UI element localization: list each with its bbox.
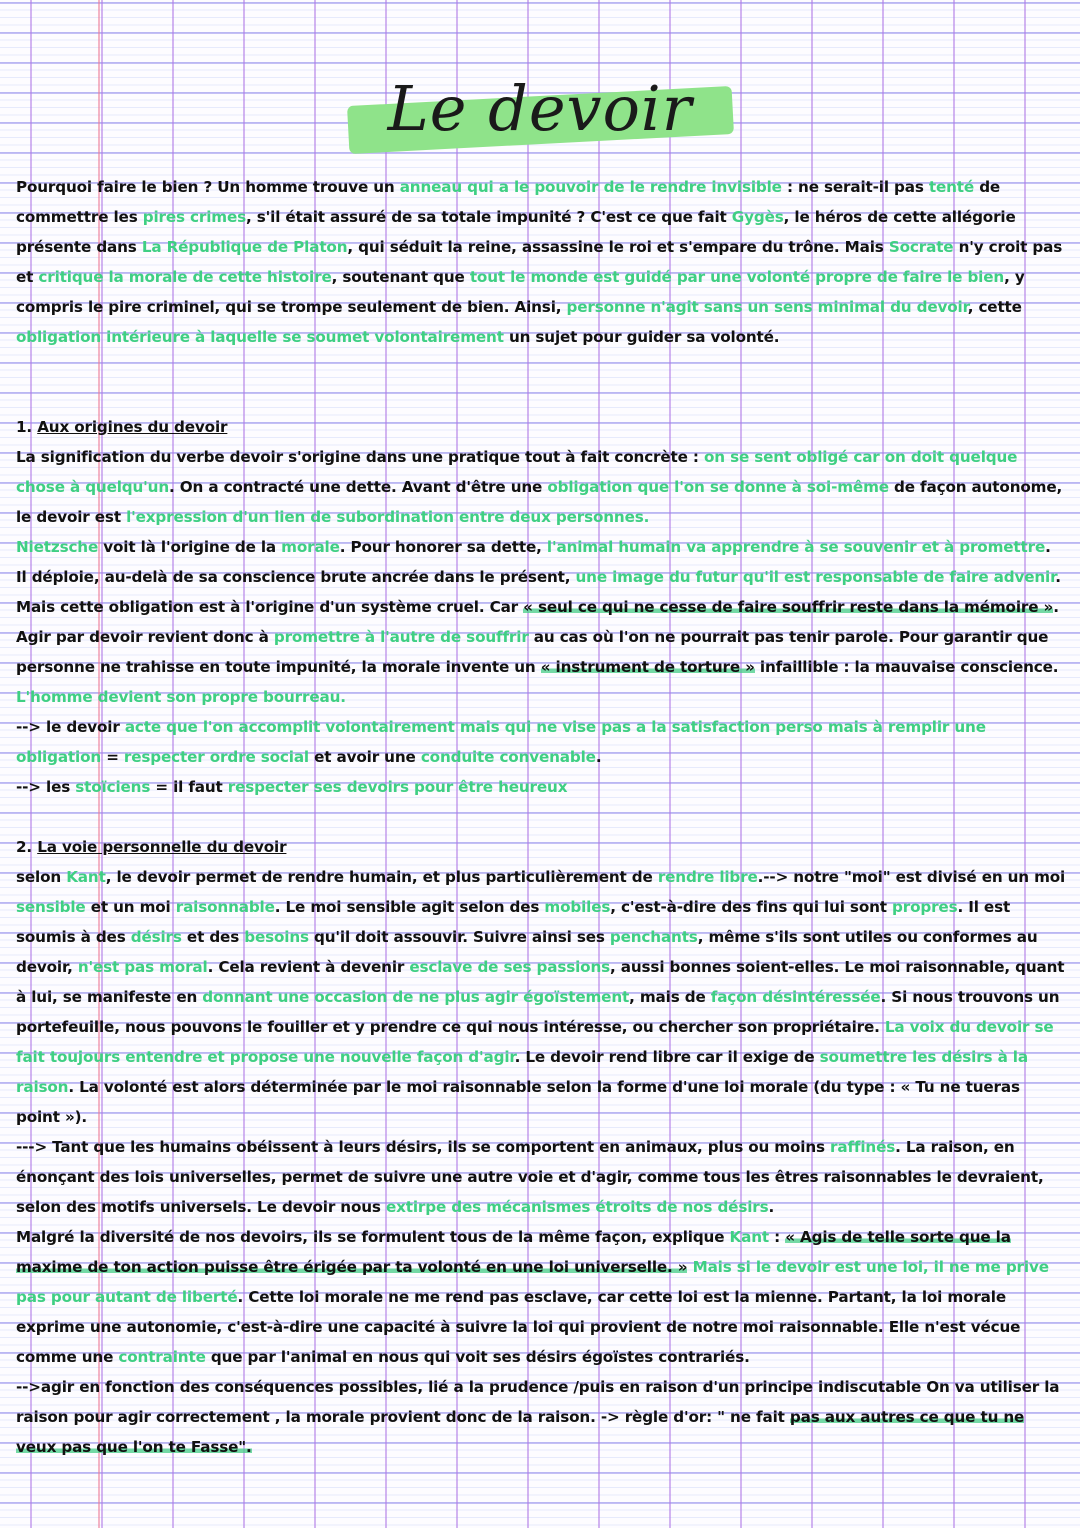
section1-title: Aux origines du devoir — [37, 418, 228, 436]
key-term: obligation intérieure à laquelle se soumet volontairement — [16, 328, 504, 346]
key-term: pires crimes — [142, 208, 246, 226]
section1-paragraph-1 — [16, 442, 1066, 532]
text-run: --> le devoir — [16, 718, 125, 736]
key-term: esclave de ses passions — [409, 958, 611, 976]
text-run: : ne serait-il pas — [781, 178, 929, 196]
text-run: , aussi bonnes soient-elles. Le moi raisonnable, quant à lui, se manifeste en — [16, 958, 1065, 1006]
section1-number: 1. — [16, 418, 38, 436]
key-term: anneau qui a le pouvoir de le rendre invisible — [399, 178, 782, 196]
key-term: obligation que l'on se donne à soi-même — [547, 478, 889, 496]
text-run: voit là l'origine de la — [98, 538, 282, 556]
text-run: . Si nous trouvons un portefeuille, nous pouvons le fouiller et y prendre ce qui nous intéresse, ou chercher son propriétaire. — [16, 988, 1060, 1036]
text-run: et un moi — [85, 898, 176, 916]
key-term: Kant — [729, 1228, 769, 1246]
text-run: . Cela revient à devenir — [207, 958, 410, 976]
key-term: La voix du devoir se fait toujours entendre et propose une nouvelle façon d'agir — [16, 1018, 1054, 1066]
key-term: critique la morale de cette histoire — [38, 268, 332, 286]
highlighted-quote: pas aux autres ce que tu ne veux pas que l'on te Fasse". — [16, 1408, 1025, 1456]
text-run: Pourquoi faire le bien ? Un homme trouve un — [16, 178, 400, 196]
section2-paragraph-4 — [16, 1372, 1066, 1462]
text-run: . Agir par devoir revient donc à — [16, 598, 1059, 646]
key-term: Mais si le devoir est une loi, il ne me prive pas pour autant de liberté — [16, 1258, 1049, 1306]
intro-paragraph — [16, 172, 1066, 352]
key-term: La République de Platon — [141, 238, 348, 256]
text-run: . — [595, 748, 602, 766]
text-run: un sujet pour guider sa volonté. — [503, 328, 780, 346]
text-run: . — [768, 1198, 775, 1216]
text-run: , c'est-à-dire des fins qui lui sont — [610, 898, 893, 916]
text-run: . Cette loi morale ne me rend pas esclave, car cette loi est la mienne. Partant, la loi morale exprime une autonomie, c'est-à-dire une capacité à suivre la loi qui provient de notre moi raisonnable. Elle n'est vécue comme une — [16, 1288, 1021, 1366]
text-run: . Pour honorer sa dette, — [339, 538, 547, 556]
text-run: , le héros de cette allégorie présente dans — [16, 208, 1016, 256]
key-term: rendre libre — [657, 868, 758, 886]
text-run: . La raison, en énonçant des lois universelles, permet de suivre une autre voie et d'agir, comme tous les êtres raisonnables le devraient, selon des motifs universels. Le devoir nous — [16, 1138, 1044, 1216]
key-term: donnant une occasion de ne plus agir égoïstement — [202, 988, 630, 1006]
key-term: conduite convenable — [420, 748, 596, 766]
text-run: et avoir une — [308, 748, 421, 766]
key-term: propres — [892, 898, 958, 916]
key-term: promettre à l'autre de souffrir — [273, 628, 529, 646]
key-term: soumettre les désirs à la raison — [16, 1048, 1028, 1096]
key-term: l'animal humain va apprendre à se souvenir et à promettre — [546, 538, 1046, 556]
key-term: on se sent obligé car on doit quelque chose à quelqu'un — [16, 448, 1018, 496]
text-run: , cette — [967, 298, 1022, 316]
text-run: selon — [16, 868, 67, 886]
section1-paragraph-2 — [16, 532, 1066, 712]
key-term: stoïciens — [75, 778, 151, 796]
section2-paragraph-2 — [16, 1132, 1066, 1222]
key-term: Nietzsche — [16, 538, 99, 556]
page-title: Le devoir — [348, 66, 733, 155]
key-term: raisonnable — [175, 898, 275, 916]
text-run: -->agir en fonction des conséquences possibles, lié a la prudence /puis en raison d'un principe indiscutable On va utiliser la raison pour agir correctement , la morale provient donc de la raison. -> règle d'or: " ne fait — [16, 1378, 1060, 1426]
key-term: personne n'agit sans un sens minimal du devoir — [566, 298, 968, 316]
key-term: Gygès — [731, 208, 784, 226]
key-term: extirpe des mécanismes étroits de nos désirs — [385, 1198, 769, 1216]
key-term: raffinés — [830, 1138, 896, 1156]
text-run: La signification du verbe devoir s'origine dans une pratique tout à fait concrète : — [16, 448, 704, 466]
text-run: . On a contracté une dette. Avant d'être une — [169, 478, 548, 496]
text-run: de commettre les — [16, 178, 1001, 226]
highlighted-quote: « instrument de torture » — [540, 658, 755, 676]
text-run: , mais de — [629, 988, 711, 1006]
text-run: , même s'ils sont utiles ou conformes au devoir, — [16, 928, 1038, 976]
key-term: sensible — [16, 898, 86, 916]
highlighted-quote: « Agis de telle sorte que la maxime de ton action puisse être érigée par ta volonté en une loi universelle. » — [16, 1228, 1011, 1276]
key-term: l'expression d'un lien de subordination entre deux personnes. — [126, 508, 650, 526]
key-term: tout le monde est guidé par une volonté propre de faire le bien — [469, 268, 1005, 286]
key-term: tenté — [928, 178, 975, 196]
section2-heading — [16, 832, 1066, 862]
text-run: , y compris le pire criminel, qui se trompe seulement de bien. Ainsi, — [16, 268, 1025, 316]
section2-paragraph-3 — [16, 1222, 1066, 1372]
key-term: morale — [281, 538, 340, 556]
text-run: .--> notre "moi" est divisé en un moi — [757, 868, 1066, 886]
key-term: Kant — [66, 868, 106, 886]
text-run: que par l'animal en nous qui voit ses désirs égoïstes contrariés. — [205, 1348, 750, 1366]
key-term: n'est pas moral — [77, 958, 208, 976]
text-run: . La volonté est alors déterminée par le moi raisonnable selon la forme d'une loi morale (du type : « Tu ne tueras point »). — [16, 1078, 1020, 1126]
section2-title: La voie personnelle du devoir — [37, 838, 287, 856]
text-run: qu'il doit assouvir. Suivre ainsi ses — [308, 928, 610, 946]
key-term: penchants — [609, 928, 698, 946]
title-area — [0, 66, 1080, 155]
key-term: façon désintéressée — [710, 988, 881, 1006]
section1-heading — [16, 412, 1066, 442]
text-run: = — [101, 748, 124, 766]
key-term: besoins — [244, 928, 309, 946]
text-run: , s'il était assuré de sa totale impunité ? C'est ce que fait — [246, 208, 732, 226]
text-run: au cas où l'on ne pourrait pas tenir parole. Pour garantir que personne ne trahisse en toute impunité, la morale invente un — [16, 628, 1049, 676]
key-term: mobiles — [544, 898, 611, 916]
text-run: Malgré la diversité de nos devoirs, ils se formulent tous de la même façon, explique — [16, 1228, 730, 1246]
text-run: . Le moi sensible agit selon des — [274, 898, 545, 916]
key-term: une image du futur qu'il est responsable de faire advenir — [575, 568, 1056, 586]
key-term: acte que l'on accomplit volontairement mais qui ne vise pas a la satisfaction perso mais à remplir une obligation — [16, 718, 986, 766]
note-body — [16, 172, 1066, 1462]
text-run: ---> Tant que les humains obéissent à leurs désirs, ils se comportent en animaux, plus ou moins — [16, 1138, 831, 1156]
text-run: et des — [181, 928, 245, 946]
text-run: . Le devoir rend libre car il exige de — [514, 1048, 820, 1066]
text-run: = il faut — [150, 778, 228, 796]
section2-number: 2. — [16, 838, 38, 856]
text-run: de façon autonome, le devoir est — [16, 478, 1063, 526]
text-run: --> les — [16, 778, 76, 796]
text-run: . Il déploie, au-delà de sa conscience brute ancrée dans le présent, — [16, 538, 1051, 586]
text-run: n'y croit pas et — [16, 238, 1063, 286]
key-term: L'homme devient son propre bourreau. — [16, 688, 346, 706]
text-run: , soutenant que — [331, 268, 470, 286]
section2-paragraph-1 — [16, 862, 1066, 1132]
key-term: désirs — [130, 928, 182, 946]
key-term: contrainte — [118, 1348, 206, 1366]
highlighted-quote: « seul ce qui ne cesse de faire souffrir reste dans la mémoire » — [523, 598, 1054, 616]
text-run: , qui séduit la reine, assassine le roi et s'empare du trône. Mais — [347, 238, 889, 256]
text-run: . Il est soumis à des — [16, 898, 1011, 946]
text-run: : — [769, 1228, 786, 1246]
key-term: respecter ordre social — [123, 748, 309, 766]
text-run: , le devoir permet de rendre humain, et plus particulièrement de — [105, 868, 658, 886]
section1-paragraph-4 — [16, 772, 1066, 802]
key-term: Socrate — [888, 238, 954, 256]
text-run: infaillible : la mauvaise conscience. — [754, 658, 1059, 676]
key-term: respecter ses devoirs pour être heureux — [227, 778, 568, 796]
text-run: . Mais cette obligation est à l'origine d'un système cruel. Car — [16, 568, 1061, 616]
section1-paragraph-3 — [16, 712, 1066, 772]
